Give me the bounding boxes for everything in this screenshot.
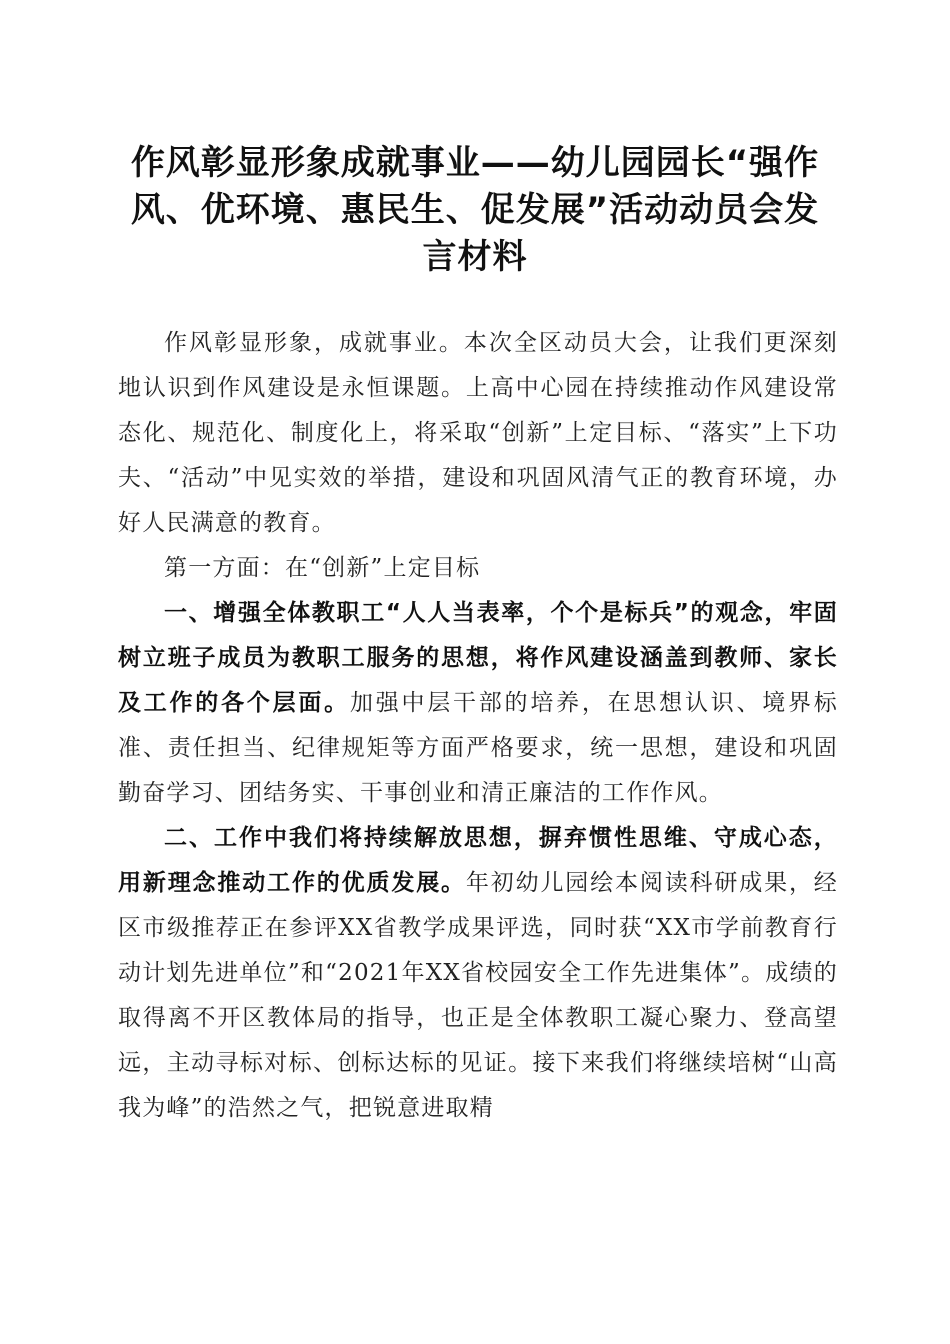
section-1-heading: 第一方面：在“创新”上定目标 [164,555,481,581]
title-line-2: 风、优环境、惠民生、促发展”活动动员会发 [130,190,820,230]
point-1-bold-lead: 一、增强全体教职工“人人当表率，个个是标兵”的观念，牢固树立班子成员为教职工服务的思想，将作风建设涵盖到教师、家长及工作的各个层面。 [118,600,838,716]
intro-paragraph: 作风彰显形象，成就事业。本次全区动员大会，让我们更深刻地认识到作风建设是永恒课题。上高中心园在持续推动作风建设常态化、规范化、制度化上，将采取“创新”上定目标、“落实”上下功夫、“活动”中见实效的举措，建设和巩固风清气正的教育环境，办好人民满意的教育。 [118,330,838,536]
point-2-paragraph [118,816,838,1131]
point-2-bold-lead: 二、工作中我们将持续解放思想，摒弃惯性思维、守成心态，用新理念推动工作的优质发展。 [118,825,838,896]
point-2-body-text: 年初幼儿园绘本阅读科研成果，经区市级推荐正在参评XX省教学成果评选，同时获“XX市学前教育行动计划先进单位”和“2021年XX省校园安全工作先进集体”。成绩的取得离不开区教体局的指导，也正是全体教职工凝心聚力、登高望远，主动寻标对标、创标达标的见证。接下来我们将继续培树“山高我为峰”的浩然之气，把锐意进取精 [118,870,838,1121]
document-body [118,321,838,1131]
document-title [110,140,840,281]
point-1-paragraph [118,591,838,816]
title-line-1: 作风彰显形象成就事业——幼儿园园长“强作 [130,143,820,183]
title-line-3: 言材料 [422,237,528,277]
point-1-body-text: 加强中层干部的培养，在思想认识、境界标准、责任担当、纪律规矩等方面严格要求，统一思想，建设和巩固勤奋学习、团结务实、干事创业和清正廉洁的工作作风。 [118,690,838,806]
